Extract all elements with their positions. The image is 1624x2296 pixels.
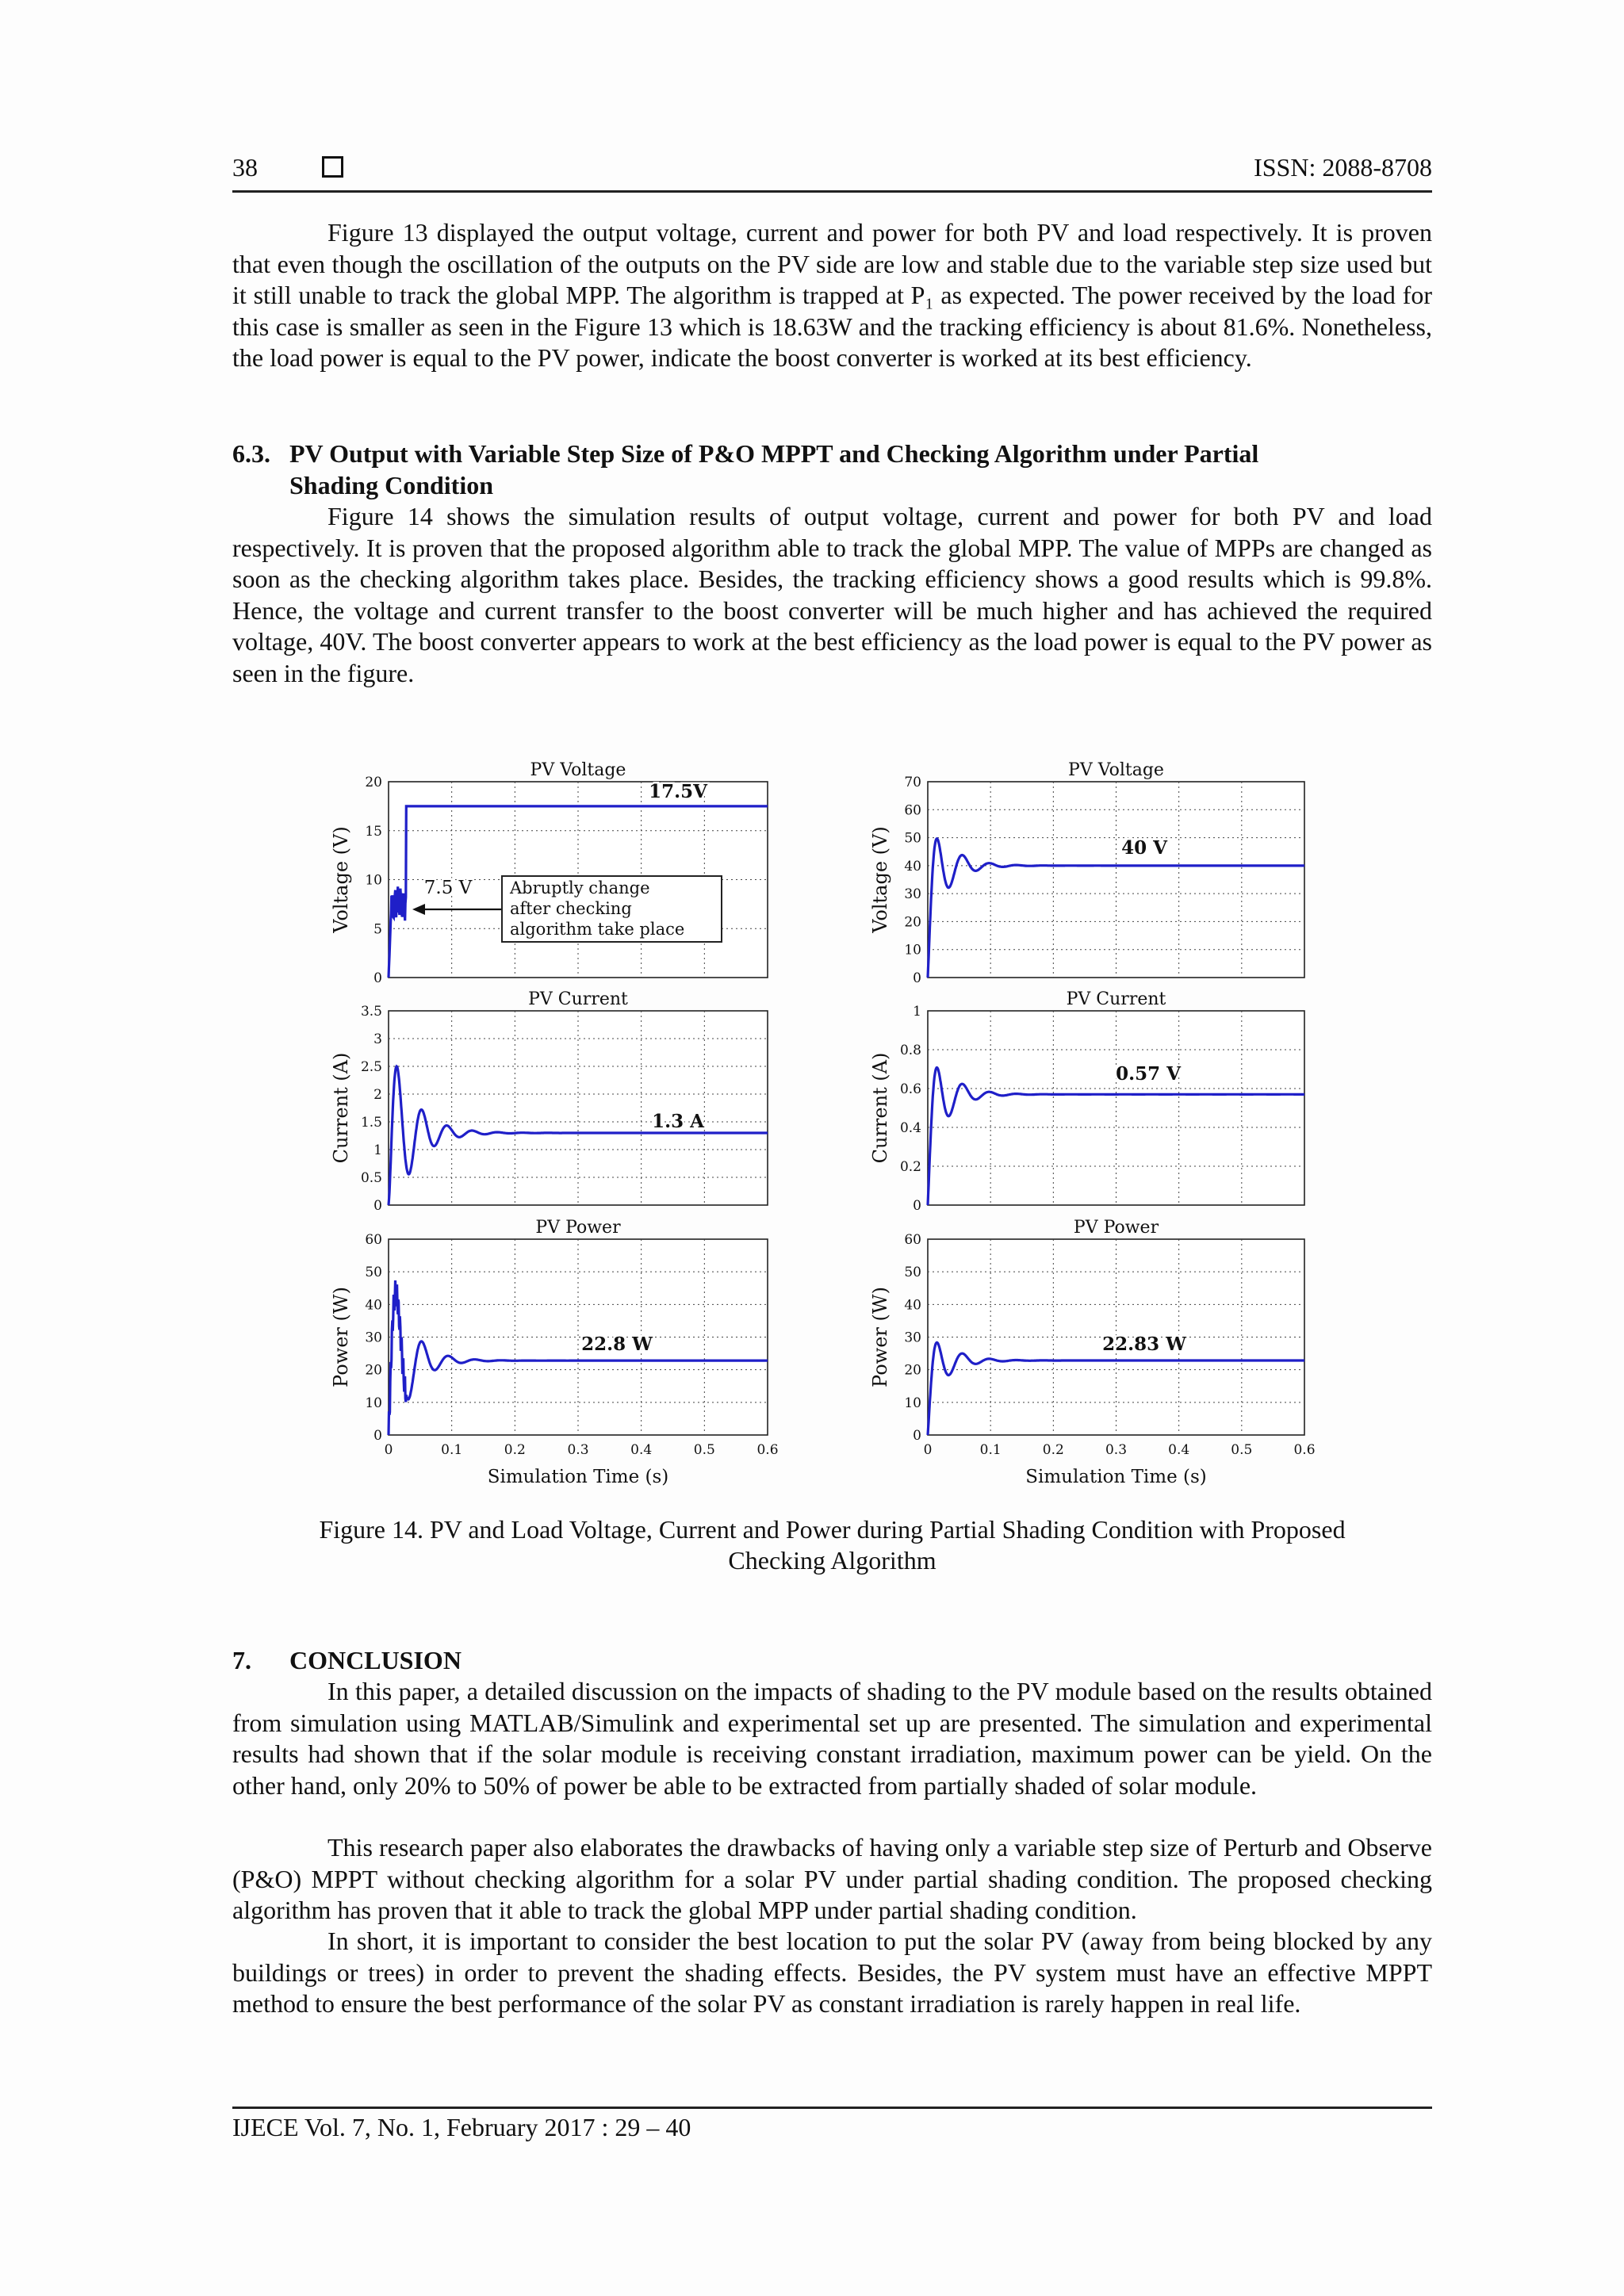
paragraph-conclusion-3 xyxy=(232,1926,1432,2020)
value-label: 1.3 A xyxy=(652,1111,704,1132)
y-tick-label: 10 xyxy=(365,1395,382,1411)
y-tick-label: 50 xyxy=(904,1265,921,1281)
x-tick-label: 0.4 xyxy=(630,1442,653,1458)
annotation-text-line: after checking xyxy=(510,899,632,918)
y-tick-label: 0 xyxy=(373,1198,382,1214)
x-tick-label: 0.6 xyxy=(756,1442,779,1458)
y-tick-label: 5 xyxy=(373,921,382,938)
chart-title: PV Current xyxy=(1066,989,1166,1009)
y-tick-label: 0 xyxy=(913,1198,921,1214)
figure-14 xyxy=(0,737,1624,1498)
value-label: 17.5V xyxy=(649,781,707,802)
paragraph-conclusion-2 xyxy=(232,1832,1432,1927)
y-tick-label: 50 xyxy=(365,1265,382,1281)
paragraph-conclusion-1 xyxy=(232,1676,1432,1801)
y-tick-label: 0 xyxy=(373,1428,382,1444)
y-tick-label: 20 xyxy=(904,1362,921,1379)
y-tick-label: 15 xyxy=(365,823,382,840)
y-tick-label: 30 xyxy=(904,1330,921,1346)
value-label: 22.83 W xyxy=(1102,1334,1186,1355)
y-tick-label: 60 xyxy=(904,802,921,819)
section-heading-6-3 xyxy=(232,438,1432,501)
annotation-text-line: Abruptly change xyxy=(510,878,650,897)
chart-title: PV Power xyxy=(535,1218,621,1238)
chart-panel-6 xyxy=(869,1218,1316,1487)
x-axis-label: Simulation Time (s) xyxy=(487,1467,669,1487)
paragraph-figure14 xyxy=(232,501,1432,689)
paragraph-text: Figure 14 shows the simulation results of output voltage, current and power for both PV and load respectively. It is proven that the proposed algorithm able to track the global MPP. The value of MPPs are changed as soon as the checking algorithm takes place. Besides, the tracking efficiency shows a good results which is 99.8%. Hence, the voltage and current transfer to the boost converter will be much higher and has achieved the required voltage, 40V. The boost converter appears to work at the best efficiency as the load power is equal to the PV power as seen in the figure. xyxy=(232,502,1432,687)
section-number: 7. xyxy=(232,1646,251,1674)
x-tick-label: 0.2 xyxy=(1042,1442,1064,1458)
x-tick-label: 0.6 xyxy=(1293,1442,1316,1458)
section-title: PV Output with Variable Step Size of P&O MPPT and Checking Algorithm under Partial xyxy=(289,439,1259,468)
chart-title: PV Power xyxy=(1073,1218,1159,1238)
y-tick-label: 3.5 xyxy=(360,1004,382,1020)
y-tick-label: 20 xyxy=(365,775,382,790)
y-tick-label: 1 xyxy=(373,1142,382,1158)
x-tick-label: 0.1 xyxy=(979,1442,1002,1458)
value-label: 40 V xyxy=(1121,837,1167,859)
figure-caption xyxy=(232,1514,1432,1576)
y-tick-label: 0.6 xyxy=(899,1081,921,1097)
paragraph-figure13 xyxy=(232,217,1432,374)
section-title: CONCLUSION xyxy=(289,1646,462,1674)
annotation-text-line: algorithm take place xyxy=(510,920,685,939)
section-number: 6.3. xyxy=(232,439,270,468)
footer-rule xyxy=(232,2107,1432,2109)
y-tick-label: 40 xyxy=(365,1297,382,1314)
value-label: 0.57 V xyxy=(1116,1063,1181,1085)
x-tick-label: 0.5 xyxy=(1231,1442,1253,1458)
y-tick-label: 40 xyxy=(904,1297,921,1314)
y-tick-label: 0.2 xyxy=(899,1159,921,1175)
footer-citation: IJECE Vol. 7, No. 1, February 2017 : 29 – 40 xyxy=(232,2113,691,2141)
y-tick-label: 70 xyxy=(904,775,921,790)
y-tick-label: 30 xyxy=(904,886,921,903)
chart-title: PV Voltage xyxy=(530,760,626,780)
y-tick-label: 0 xyxy=(913,1428,921,1444)
issn: ISSN: 2088-8708 xyxy=(1254,153,1432,182)
y-tick-label: 0 xyxy=(913,970,921,986)
y-tick-label: 0 xyxy=(373,970,382,986)
y-axis-label: Current (A) xyxy=(330,1052,352,1164)
x-tick-label: 0.4 xyxy=(1168,1442,1190,1458)
y-tick-label: 40 xyxy=(904,858,921,874)
y-tick-label: 50 xyxy=(904,830,921,847)
y-tick-label: 2.5 xyxy=(360,1059,382,1075)
y-tick-label: 10 xyxy=(904,1395,921,1411)
y-tick-label: 2 xyxy=(373,1087,382,1103)
section-heading-7 xyxy=(232,1645,1432,1677)
x-tick-label: 0.5 xyxy=(693,1442,715,1458)
y-tick-label: 30 xyxy=(365,1330,382,1346)
x-tick-label: 0.1 xyxy=(441,1442,463,1458)
y-axis-label: Current (A) xyxy=(869,1052,891,1164)
paragraph-text: This research paper also elaborates the drawbacks of having only a variable step size of Perturb and Observe (P&O) MPPT without checking algorithm for a solar PV under partial shading condition. The proposed checking algorithm has proven that it able to track the global MPP under partial shading condition. xyxy=(232,1833,1432,1924)
x-tick-label: 0.3 xyxy=(567,1442,589,1458)
caption-line-2: Checking Algorithm xyxy=(728,1546,936,1575)
chart-panel-1 xyxy=(330,760,768,986)
y-axis-label: Voltage (V) xyxy=(869,826,891,933)
paragraph-text: Figure 13 displayed the output voltage, current and power for both PV and load respectively. It is proven that even though the oscillation of the outputs on the PV side are low and stable due to the variable step size used but it still unable to track the global MPP. The algorithm is trapped at P₁ as expected. The power received by the load for this case is smaller as seen in the Figure 13 which is 18.63W and the tracking efficiency is about 81.6%. Nonetheless, the load power is equal to the PV power, indicate the boost converter is worked at its best efficiency. xyxy=(232,218,1432,372)
chart-panel-5 xyxy=(330,1218,779,1487)
chart-title: PV Voltage xyxy=(1068,760,1164,780)
paragraph-text: In short, it is important to consider the best location to put the solar PV (away from being blocked by any buildings or trees) in order to prevent the shading effects. Besides, the PV system must have an effective MPPT method to ensure the best performance of the solar PV as constant irradiation is rarely happen in real life. xyxy=(232,1927,1432,2018)
x-tick-label: 0 xyxy=(923,1442,933,1458)
y-tick-label: 0.5 xyxy=(360,1170,382,1186)
y-tick-label: 1.5 xyxy=(360,1115,382,1131)
y-tick-label: 20 xyxy=(365,1362,382,1379)
square-bullet-icon xyxy=(322,156,343,178)
y-tick-label: 10 xyxy=(365,872,382,889)
y-tick-label: 10 xyxy=(904,942,921,959)
header-rule xyxy=(232,190,1432,193)
y-axis-label: Power (W) xyxy=(869,1287,891,1387)
chart-panel-4 xyxy=(869,989,1304,1214)
y-tick-label: 60 xyxy=(365,1232,382,1248)
y-tick-label: 20 xyxy=(904,914,921,931)
y-tick-label: 0.4 xyxy=(899,1120,921,1136)
y-tick-label: 1 xyxy=(913,1004,921,1020)
y-axis-label: Power (W) xyxy=(330,1287,352,1387)
value-label: 22.8 W xyxy=(581,1334,653,1355)
chart-panel-3 xyxy=(330,989,768,1214)
x-axis-label: Simulation Time (s) xyxy=(1025,1467,1207,1487)
chart-panel-2 xyxy=(869,760,1304,986)
figure-14-charts xyxy=(0,737,1624,1498)
x-tick-label: 0.3 xyxy=(1105,1442,1128,1458)
y-tick-label: 60 xyxy=(904,1232,921,1248)
y-tick-label: 3 xyxy=(373,1031,382,1047)
paragraph-text: In this paper, a detailed discussion on the impacts of shading to the PV module based on the results obtained from simulation using MATLAB/Simulink and experimental set up are presented. The simulation and experimental results had shown that if the solar module is receiving constant irradiation, maximum power can be yield. On the other hand, only 20% to 50% of power be able to be extracted from partially shaded of solar module. xyxy=(232,1677,1432,1800)
y-tick-label: 0.8 xyxy=(899,1043,921,1058)
x-tick-label: 0 xyxy=(384,1442,393,1458)
caption-line-1: Figure 14. PV and Load Voltage, Current and Power during Partial Shading Condition with Proposed xyxy=(319,1515,1346,1544)
section-title-continued: Shading Condition xyxy=(289,470,494,499)
y-axis-label: Voltage (V) xyxy=(330,826,352,933)
x-tick-label: 0.2 xyxy=(504,1442,526,1458)
page-number: 38 xyxy=(232,153,258,182)
annotation-value-label: 7.5 V xyxy=(423,878,473,898)
chart-title: PV Current xyxy=(528,989,628,1009)
